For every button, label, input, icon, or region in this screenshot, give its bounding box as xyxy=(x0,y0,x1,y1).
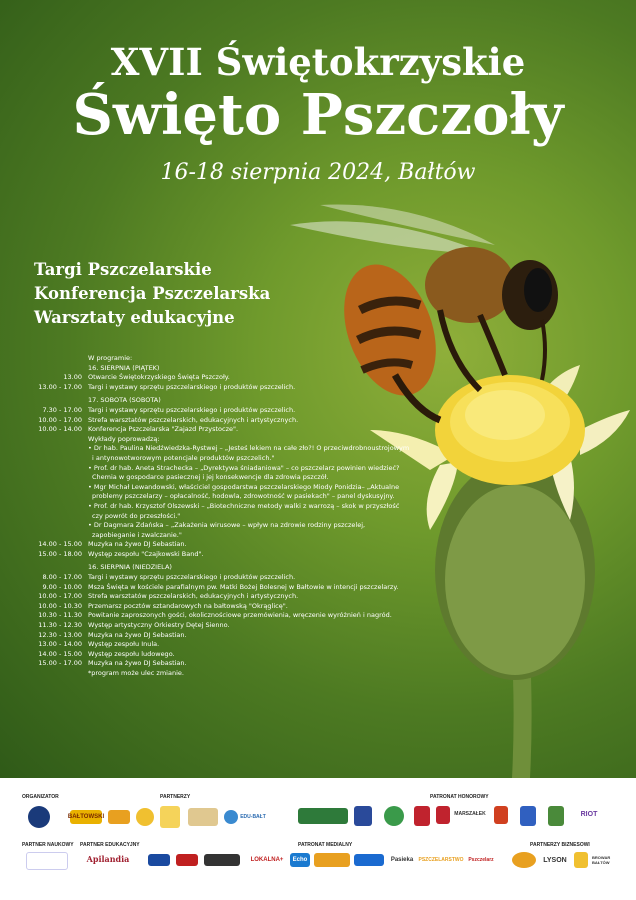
program-row: 15.00 - 18.00 Występ zespołu "Czajkowski Band". xyxy=(38,549,204,558)
program-row: 15.00 - 17.00 Muzyka na żywo DJ Sebastian. xyxy=(38,659,187,668)
partner-logo xyxy=(136,808,154,826)
science-partner-logo xyxy=(26,852,68,870)
lokalna-logo: LOKALNA+ xyxy=(248,854,286,866)
pasieka-logo: Pasieka xyxy=(388,854,416,866)
title-line-2: Święto Pszczoły xyxy=(72,82,564,148)
program-row: 8.00 - 17.00 Targi i wystawy sprzętu pszczelarskiego i produktów pszczelich. xyxy=(42,573,296,582)
lecture-item: • Dr Dagmara Zdańska – „Zakażenia wirusowe – wpływ na zdrowie rodziny pszczelej, zapobieganie i zwalczanie." xyxy=(88,521,366,539)
partners-label: PARTNERZY xyxy=(160,794,191,800)
program-row: 12.30 - 13.00 Muzyka na żywo DJ Sebastian. xyxy=(38,630,187,639)
partner-logo xyxy=(108,810,130,824)
program-intro: W programie: xyxy=(88,354,133,362)
title-line-1: XVII Świętokrzyskie xyxy=(110,40,526,84)
lecture-item: • Prof. dr hab. Krzysztof Olszewski – „Biotechniczne metody walki z warrozą – skok w przyszłość czy powrót do przeszłości." xyxy=(88,501,400,520)
media-logo xyxy=(354,854,384,866)
program-note: *program może ulec zmianie. xyxy=(88,669,184,677)
program-row: 11.30 - 12.30 Występ artystyczny Orkiestry Dętej Sienno. xyxy=(38,621,230,630)
program-row: 14.00 - 15.00 Występ zespołu ludowego. xyxy=(38,649,175,658)
event-program xyxy=(30,354,410,679)
program-row: 10.30 - 11.30 Powitanie zaproszonych gości, okolicznościowe przemówienia, wręczenie wyróżnień i nagród. xyxy=(38,611,392,620)
baltowski-logo: BAŁTOWSKI xyxy=(70,810,102,824)
honorary-label: PATRONAT HONOROWY xyxy=(430,794,489,800)
program-row: 10.00 - 17.00 Strefa warsztatów pszczelarskich, edukacyjnych i artystycznych. xyxy=(38,415,299,424)
business-partners-label: PARTNERZY BIZNESOWI xyxy=(530,842,590,848)
program-row: 13.00 - 17.00 Targi i wystawy sprzętu pszczelarskiego i produktów pszczelich. xyxy=(38,382,296,391)
program-row: 14.00 - 15.00 Muzyka na żywo DJ Sebastian. xyxy=(38,540,187,549)
program-row: 7.30 - 17.00 Targi i wystawy sprzętu pszczelarskiego i produktów pszczelich. xyxy=(42,405,296,414)
honorary-logo xyxy=(354,806,372,826)
subtitle-workshops: Warsztaty edukacyjne xyxy=(34,308,235,327)
browar-logo: BROWAR BAŁTÓW xyxy=(592,854,618,866)
ministry-logo xyxy=(298,808,348,824)
media-logo xyxy=(148,854,170,866)
marszalek-crest xyxy=(436,806,450,824)
subtitle-fair: Targi Pszczelarskie xyxy=(34,260,212,279)
media-logo xyxy=(204,854,240,866)
lecture-item: • Prof. dr hab. Aneta Strachecka – „Dyrektywa śniadaniowa" – co pszczelarz powinien wiedzieć? Chemia w gospodarce pasiecznej i jej konsekwencje dla zdrowia pszczół. xyxy=(88,463,400,482)
subtitles xyxy=(34,258,270,330)
sponsors-footer xyxy=(0,778,636,900)
riot-logo: RIOT xyxy=(574,806,604,822)
lyson-logo: LYSON xyxy=(540,854,570,866)
program-row: 9.00 - 10.00 Msza Święta w kościele parafialnym pw. Matki Bożej Bolesnej w Bałtowie w intencji pszczelarzy. xyxy=(42,582,399,591)
organizer-logo xyxy=(28,806,50,828)
pszczelarz-logo: Pszczelarz xyxy=(466,854,496,866)
honorary-logo xyxy=(494,806,508,824)
event-dates: 16-18 sierpnia 2024, Bałtów xyxy=(160,160,476,185)
partner-logo xyxy=(188,808,218,826)
day-1-heading: 16. SIERPNIA (PIĄTEK) xyxy=(88,363,160,372)
science-partner-label: PARTNER NAUKOWY xyxy=(22,842,74,848)
marszalek-logo: MARSZAŁEK xyxy=(452,808,488,820)
lectures-intro: Wykłady poprowadzą: xyxy=(88,434,160,443)
organizer-label: ORGANIZATOR xyxy=(22,794,59,800)
partner-logo xyxy=(160,806,180,828)
partner-logo xyxy=(224,810,238,824)
business-partner-logo xyxy=(512,852,536,868)
program-row: 13.00 - 14.00 Występ zespołu Inula. xyxy=(38,640,160,649)
honorary-logo xyxy=(520,806,536,826)
program-row: 10.00 - 14.00 Konferencja Pszczelarska "Zajazd Przystocze". xyxy=(38,425,239,434)
subtitle-conference: Konferencja Pszczelarska xyxy=(34,284,271,303)
business-partner-logo xyxy=(574,852,588,868)
day-2-heading: 17. SOBOTA (SOBOTA) xyxy=(88,396,161,405)
day-3-heading: 16. SIERPNIA (NIEDZIELA) xyxy=(88,563,172,572)
apilandia-logo: Apilandia xyxy=(86,854,130,864)
education-partner-label: PARTNER EDUKACYJNY xyxy=(80,842,140,848)
edubalt-logo: EDU-BAŁT xyxy=(240,814,266,820)
echo-logo: Echo xyxy=(290,853,310,867)
media-logo xyxy=(314,853,350,867)
honorary-logo xyxy=(548,806,564,826)
media-logo xyxy=(176,854,198,866)
honorary-logo xyxy=(414,806,430,826)
pszczelarstwo-logo: PSZCZELARSTWO xyxy=(420,854,462,866)
program-row: 10.00 - 10.30 Przemarsz pocztów sztandarowych na bałtowską "Okrąglicę". xyxy=(38,601,288,610)
lecture-item: • Dr hab. Paulina Niedźwiedzka-Rystwej – „Jesteś lekiem na całe zło?! O przeciwdrobnoustrojowym i antynowotworowym potencjale produktów pszczelich." xyxy=(88,444,410,462)
program-row: 10.00 - 17.00 Strefa warsztatów pszczelarskich, edukacyjnych i artystycznych. xyxy=(38,592,299,601)
lecture-item: • Mgr Michał Lewandowski, właściciel gospodarstwa pszczelarskiego Miody Ponidzia– „Aktualne problemy pszczelarzy – opłacalność, hodowla, zdrowotność w pasiekach" – panel dyskusyjny. xyxy=(88,482,400,501)
honorary-logo xyxy=(384,806,404,826)
program-row: 13.00 Otwarcie Świętokrzyskiego Święta Pszczoły. xyxy=(63,373,230,382)
media-label: PATRONAT MEDIALNY xyxy=(298,842,353,848)
